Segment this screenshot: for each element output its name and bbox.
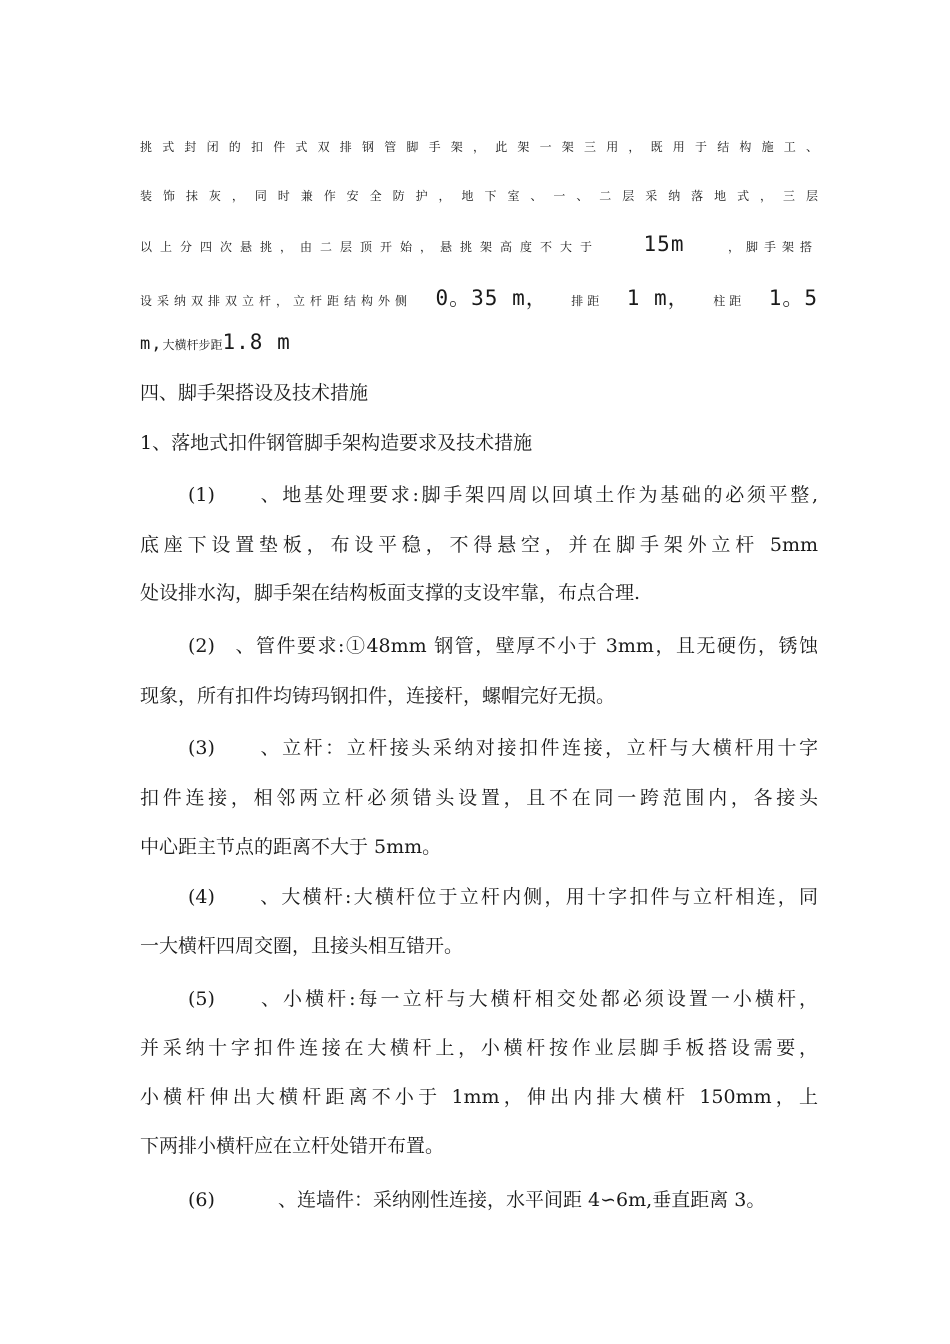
intro-line-1-text: 挑式封闭的扣件式双排钢管脚手架，此架一架三用，既用于结构施工、 [140,140,818,154]
intro-line-4-value-1: 0。35 m， [435,286,548,310]
intro-line-4-value-3: 1。5 [768,286,818,310]
intro-line-2-text: 装饰抹灰，同时兼作安全防护，地下室、一、二层采纳落地式，三层 [140,189,818,203]
item-3-line-2: 扣件连接，相邻两立杆必须错头设置，且不在同一跨范围内，各接头 [140,787,818,809]
intro-line-3 [140,232,818,256]
intro-line-2 [140,187,818,204]
item-3-line-3: 中心距主节点的距离不大于 5mm。 [140,836,442,858]
item-5-text-1: 、小横杆:每一立杆与大横杆相交处都必须设置一小横杆， [258,988,818,1010]
intro-line-4-text: 设采纳双排双立杆，立杆距结构外侧 [140,294,413,308]
item-4-number: (4) [188,886,215,908]
intro-line-4-value-2: 1 m， [626,286,690,310]
item-6-text-1: 、连墙件：采纳刚性连接，水平间距 4∽6m,垂直距离 3。 [278,1189,766,1211]
item-2-line-1 [188,631,818,658]
item-4-line-1 [188,882,818,909]
item-5-line-2: 并采纳十字扣件连接在大横杆上，小横杆按作业层脚手板搭设需要， [140,1037,818,1059]
item-5-line-1 [188,984,818,1011]
item-1-text-1: 、地基处理要求:脚手架四周以回填土作为基础的必须平整, [258,484,818,506]
intro-line-4-label-2: 排距 [571,294,604,308]
intro-line-3-tail: ，脚手架搭 [727,240,818,254]
item-4-line-2: 一大横杆四周交圈，且接头相互错开。 [140,935,464,957]
intro-line-5-unit: m, [140,334,163,354]
intro-line-4 [140,282,818,312]
item-5-line-4: 下两排小横杆应在立杆处错开布置。 [140,1135,445,1157]
item-4-text-1: 、大横杆:大横杆位于立杆内侧，用十字扣件与立杆相连，同 [258,886,818,908]
intro-line-3-text: 以上分四次悬挑，由二层顶开始，悬挑架高度不大于 [140,240,601,254]
intro-line-3-value: 15m [643,232,685,256]
intro-line-4-label-3: 柱距 [713,294,746,308]
item-1-number: (1) [188,484,215,506]
intro-line-1 [140,138,818,155]
item-3-line-1 [188,733,818,760]
intro-line-5 [140,330,818,354]
item-5-line-3: 小横杆伸出大横杆距离不小于 1mm，伸出内排大横杆 150mm，上 [140,1086,818,1108]
item-2-line-2: 现象，所有扣件均铸玛钢扣件，连接杆，螺帽完好无损。 [140,685,616,707]
item-1-line-1 [188,480,818,507]
item-2-number: (2) [188,635,215,657]
intro-line-5-text: 大横杆步距 [162,338,223,352]
intro-line-5-value: 1.8 m [222,330,291,354]
item-3-number: (3) [188,737,215,759]
item-2-text-1: 、管件要求:①48mm 钢管，壁厚不小于 3mm，且无硬伤，锈蚀 [234,635,818,657]
item-1-line-3: 处设排水沟，脚手架在结构板面支撑的支设牢靠，布点合理. [140,582,641,604]
item-6-line-1 [188,1185,818,1212]
item-5-number: (5) [188,988,215,1010]
subsection-title: 1、落地式扣件钢管脚手架构造要求及技术措施 [140,432,533,454]
section-title: 四、脚手架搭设及技术措施 [140,382,369,404]
item-1-line-2: 底座下设置垫板，布设平稳，不得悬空，并在脚手架外立杆 5mm [140,534,818,556]
item-6-number: (6) [188,1189,215,1211]
item-3-text-1: 、立杆：立杆接头采纳对接扣件连接，立杆与大横杆用十字 [258,737,818,759]
